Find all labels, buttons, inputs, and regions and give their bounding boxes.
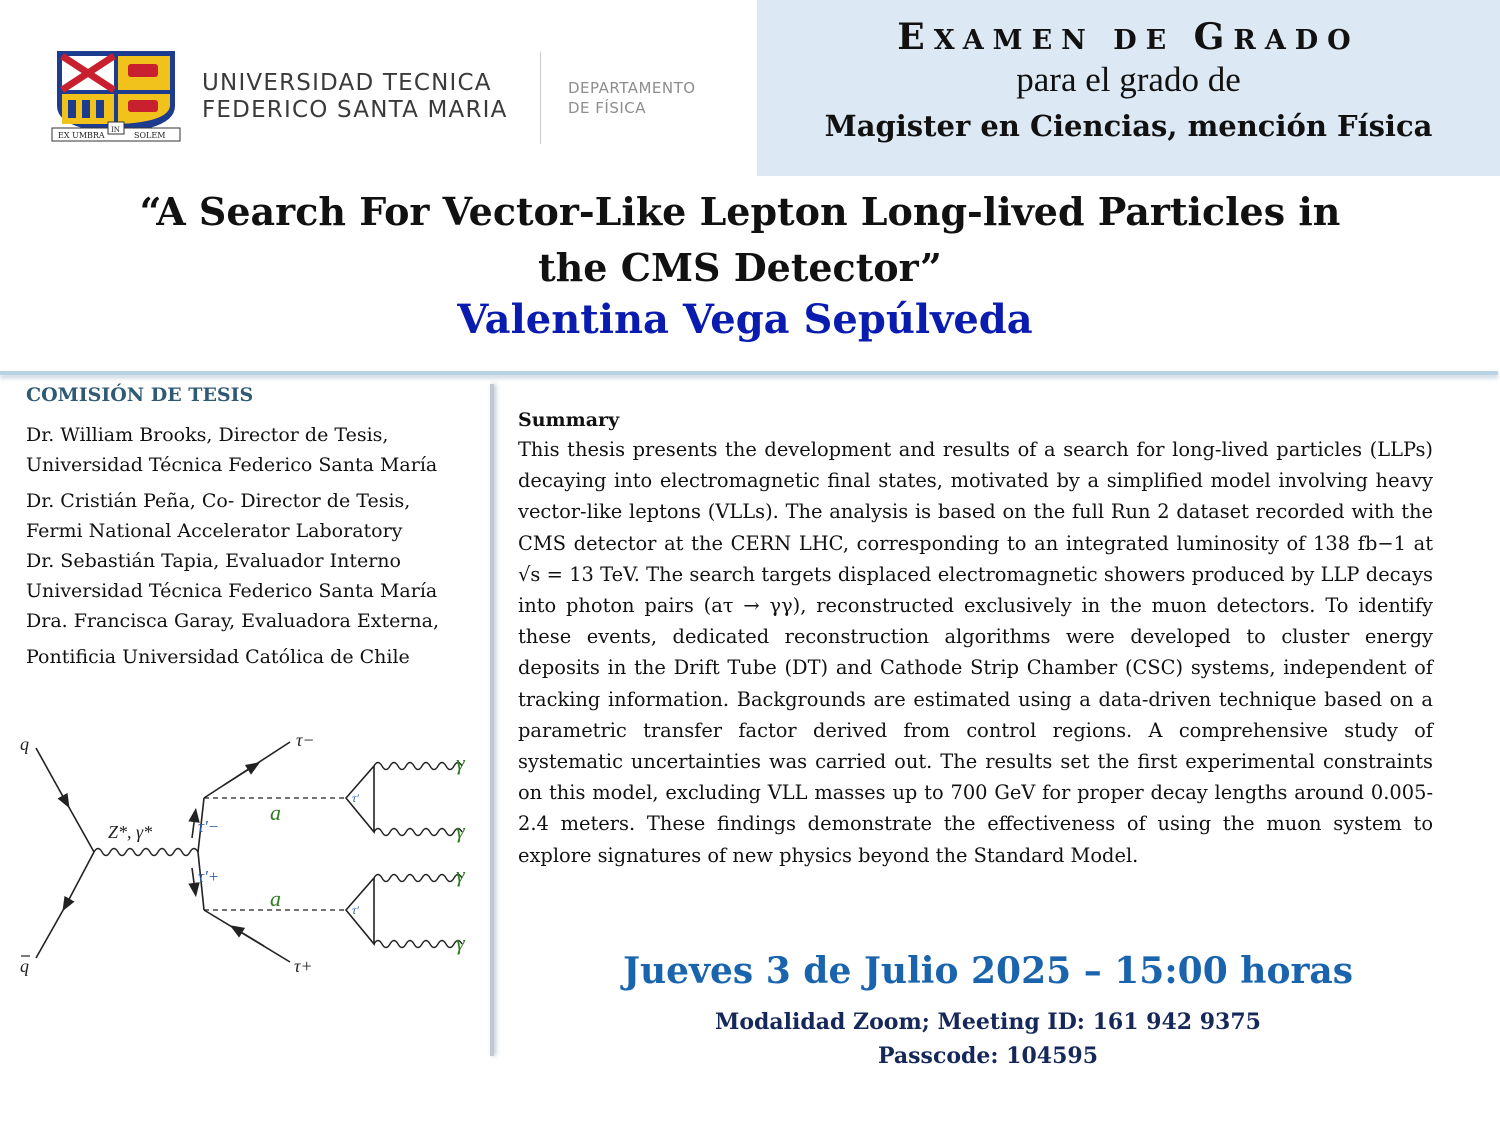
boson-propagator (94, 849, 198, 856)
label-tau-prime-minus: τ′− (198, 817, 220, 836)
quark-line-top (36, 748, 66, 802)
degree-name: Magister en Ciencias, mención Física (824, 109, 1433, 143)
label-qbar: q (20, 956, 29, 976)
zoom-meeting-id: Modalidad Zoom; Meeting ID: 161 942 9375 (715, 1009, 1261, 1035)
exam-title-part2: RADO (1233, 25, 1360, 56)
department-line1: DEPARTAMENTO (568, 79, 696, 97)
event-meeting-info (488, 1005, 1488, 1073)
loop-triangle-bottom (346, 878, 374, 944)
summary-section (518, 406, 1433, 871)
photon-line (374, 829, 462, 836)
exam-subtitle: para el grado de (1016, 60, 1241, 99)
label-gamma: γ (456, 862, 465, 887)
committee-line: Fermi National Accelerator Laboratory (26, 520, 403, 542)
logo-divider (540, 52, 541, 144)
label-tau-prime-plus: τ′+ (198, 867, 220, 886)
committee-line: Pontificia Universidad Católica de Chile (26, 646, 410, 668)
department-name (568, 78, 696, 118)
summary-body: This thesis presents the development and results of a search for long-lived particles (LLPs) decaying into electromagnetic final states, motivated by a simplified model involving heavy vector-like leptons (VLLs). The analysis is based on the full Run 2 dataset recorded with the CMS detector at the CERN LHC, corresponding to an integrated luminosity of 138 fb−1 at √s = 13 TeV. The search targets displaced electromagnetic showers produced by LLP decays into photon pairs (aτ → γγ), reconstructed exclusively in the muon detectors. To identify these events, dedicated reconstruction algorithms were developed to cluster energy deposits in the Drift Tube (DT) and Cathode Strip Chamber (CSC) systems, independent of tracking information. Backgrounds are estimated using a data-driven technique based on a parametric transfer factor derived from control regions. A comprehensive study of systematic uncertainties was carried out. The results set the first experimental constraints on this model, excluding VLL masses up to 700 GeV for proper decay lengths around 0.005-2.4 meters. These findings demonstrate the effectiveness of using the muon system to explore signatures of new physics beyond the Standard Model. (518, 438, 1433, 867)
exam-header-box (757, 0, 1500, 176)
committee-line: Universidad Técnica Federico Santa María (26, 580, 438, 602)
label-boson: Z*, γ* (108, 822, 153, 842)
crest-motto-left: EX UMBRA (58, 131, 105, 140)
crest-motto-right: SOLEM (134, 131, 166, 140)
label-tau-plus: τ+ (294, 956, 313, 976)
label-gamma: γ (456, 930, 465, 955)
photon-line (374, 763, 462, 770)
label-a-bottom: a (270, 886, 281, 911)
loop-triangle-top (346, 766, 374, 832)
zoom-passcode: Passcode: 104595 (877, 1043, 1099, 1069)
label-q: q (20, 734, 29, 754)
label-gamma: γ (456, 818, 465, 843)
exam-title (757, 16, 1500, 58)
label-loop-top: τ′ (352, 791, 359, 805)
department-line2: DE FÍSICA (568, 99, 647, 117)
photon-line (374, 941, 462, 948)
label-a-top: a (270, 800, 281, 825)
label-loop-bottom: τ′ (352, 903, 359, 917)
committee-section (26, 384, 486, 672)
antiquark-line (66, 852, 94, 905)
university-crest-icon (50, 48, 182, 144)
committee-line: Dra. Francisca Garay, Evaluadora Externa, (26, 610, 440, 632)
crest-motto-mid: IN (111, 126, 120, 134)
photon-line (374, 875, 462, 882)
committee-line: Universidad Técnica Federico Santa María (26, 454, 438, 476)
thesis-title-line2: the CMS Detector” (538, 245, 942, 290)
committee-line: Dr. Sebastián Tapia, Evaluador Interno (26, 550, 401, 572)
feynman-diagram (14, 720, 484, 985)
committee-line: Dr. William Brooks, Director de Tesis, (26, 424, 389, 446)
university-name-line1: UNIVERSIDAD TECNICA (202, 70, 492, 96)
exam-title-initial-e: E (897, 16, 934, 58)
university-name (202, 70, 508, 124)
university-logo (50, 48, 740, 148)
exam-title-initial-g: G (1193, 16, 1234, 58)
university-name-line2: FEDERICO SANTA MARIA (202, 97, 508, 123)
event-date-time: Jueves 3 de Julio 2025 – 15:00 horas (622, 950, 1354, 992)
label-tau-minus: τ− (296, 730, 315, 750)
horizontal-divider (0, 371, 1498, 375)
thesis-title-line1: “A Search For Vector-Like Lepton Long-lived Particles in (139, 189, 1341, 234)
committee-heading: COMISIÓN DE TESIS (26, 384, 254, 406)
thesis-title (0, 184, 1480, 296)
summary-heading: Summary (518, 409, 620, 431)
author-name: Valentina Vega Sepúlveda (457, 296, 1033, 343)
exam-title-part1: XAMEN DE (933, 25, 1194, 56)
label-gamma: γ (456, 750, 465, 775)
committee-line: Dr. Cristián Peña, Co- Director de Tesis, (26, 490, 411, 512)
